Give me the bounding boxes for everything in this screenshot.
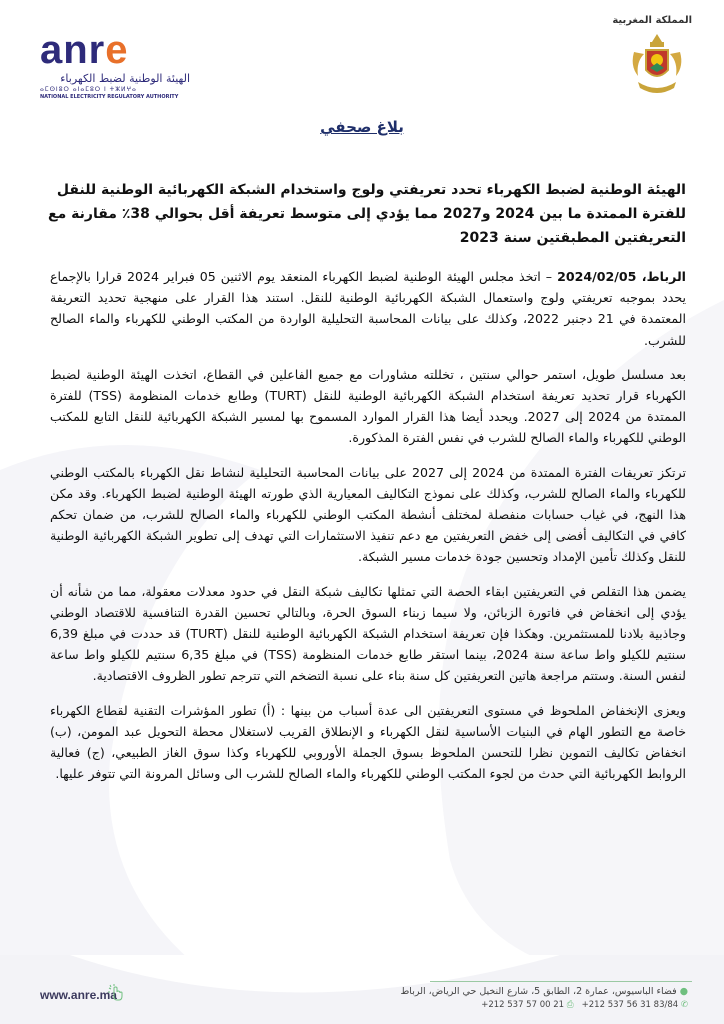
footer-phones xyxy=(481,1000,688,1010)
document-body xyxy=(50,266,686,797)
click-hand-icon xyxy=(106,984,124,1002)
logo-wordmark-accent: e xyxy=(105,28,129,72)
paragraph: ويعزى الإنخفاض الملحوظ في مستوى التعريفتين الى عدة أسباب من بينها : (أ) تطور المؤشرات التقنية لقطاع الكهرباء خاصة مع التطور الهام في البنيات الأساسية لنقل الكهرباء و الإنطلاق القريب لاستغلال محطة التحويل عبد المومن، (ب) انخفاض تكاليف التموين نظرا للتحسن الملحوظ بسوق الجملة الأوروبي للكهرباء وكذا سوق الغاز الطبيعي، (ج) فعالية الروابط الكهربائية التي حدث من لجوء المكتب الوطني للكهرباء والماء الصالح للشرب الى وسائل المرونة التي تتوفر عليها. xyxy=(50,702,686,782)
footer-address xyxy=(401,986,688,997)
kingdom-label: المملكة المغربية xyxy=(612,15,692,26)
website-link[interactable]: www.anre.ma xyxy=(40,988,117,1002)
logo-wordmark xyxy=(40,30,190,70)
document-title: بلاغ صحفي xyxy=(320,118,404,136)
anre-logo xyxy=(40,30,190,100)
address-text: فضاء الباسيوس، عمارة 2، الطابق 5، شارع النخيل حي الرياض، الرباط xyxy=(400,986,677,997)
logo-wordmark-main: anr xyxy=(40,28,106,72)
paragraph: ترتكز تعريفات الفترة الممتدة من 2024 إلى 2027 على بيانات المحاسبة التحليلية لنشاط نقل الكهرباء بالمكتب الوطني للكهرباء والماء الصالح للشرب، وكذلك على نموذج التكاليف المعيارية الذي طورته الهيئة الوطنية لضبط الكهرباء. وقد مكن هذا النهج، في غياب حسابات منفصلة لمختلف أنشطة المكتب الوطني للكهرباء والماء الصالح للشرب، من ضمان تحكم كافي في التكاليف أفضى إلى خفض التعريفتين مع دعم تنفيذ الاستثمارات التي تهدف إلى تطوير الشبكة الكهربائية الوطنية للنقل وكذلك تأمين الإمداد وتحسين جودة خدمات مسير الشبكة. xyxy=(50,464,686,565)
coat-of-arms-icon xyxy=(628,32,686,98)
location-pin-icon: ● xyxy=(679,986,688,997)
logo-english-name: NATIONAL ELECTRICITY REGULATORY AUTHORITY xyxy=(40,94,179,100)
document-headline: الهيئة الوطنية لضبط الكهرباء تحدد تعريفتي ولوج واستخدام الشبكة الكهربائية الوطنية للنقل للفترة الممتدة ما بين 2024 و2027 مما يؤدي إلى متوسط تعريفة أقل بحوالي 38٪ مقارنة مع التعريفتين المطبقتين سنة 2023 xyxy=(48,182,686,246)
paragraph xyxy=(50,266,686,351)
fax-icon: ⎙ xyxy=(566,1000,574,1010)
phone-icon: ✆ xyxy=(680,1000,688,1010)
footer-divider xyxy=(430,981,692,982)
logo-tifinagh-name: ⴰⵎⵙⵏⵓⵔ ⴰⵏⴰⵎⵓⵔ ⵏ ⵜⵣⵍⵖⴰ xyxy=(40,86,137,93)
dateline: الرباط، 2024/02/05 xyxy=(557,269,686,284)
paragraph: يضمن هذا التقلص في التعريفتين ابقاء الحصة التي تمثلها تكاليف شبكة النقل في حدود معدلات معقولة، مما من شأنه أن يؤدي إلى انخفاض في فاتورة الزبائن، ولا سيما زبناء السوق الحرة، وبالتالي تحسين القدرة التنافسية للاقتصاد الوطني وجاذبية بلادنا للمستثمرين. وهكذا فإن تعريفة استخدام الشبكة الكهربائية الوطنية للنقل (TURT) قد حددت في مبلغ 6,39 سنتيم للكيلو واط ساعة سنة 2024، بينما استقر طابع خدمات المنظومة (TSS) في مبلغ 6,35 سنتيم للكيلو واط ساعة لنفس السنة. وستتم مراجعة هاتين التعريفتين كل سنة بناء على نسبة التضخم التي تترجم تطور الظروف الاقتصادية. xyxy=(50,583,687,684)
paragraph: بعد مسلسل طويل، استمر حوالي سنتين ، تخللته مشاورات مع جميع الفاعلين في القطاع، اتخذت الهيئة الوطنية لضبط الكهرباء قرار تحديد تعريفة استخدام الشبكة الكهربائية الوطنية للنقل (TURT) وطابع خدمات المنظومة (TSS) للفترة الممتدة من 2024 إلى 2027. ويحدد أيضا هذا القرار الموارد المسموح بها لمسير الشبكة الكهربائية للنقل التابع للمكتب الوطني للكهرباء والماء الصالح للشرب في نفس الفترة المذكورة. xyxy=(50,366,686,446)
paragraph-text: – اتخذ مجلس الهيئة الوطنية لضبط الكهرباء المنعقد يوم الاثنين 05 فبراير 2024 قرارا بالإجماع يحدد بموجبه تعريفتي ولوج واستعمال الشبكة الكهربائية الوطنية للنقل. استند هذا القرار على منهجية تحديد التعريفة المعتمدة في 21 دجنبر 2022، وكذلك على بيانات المحاسبة التحليلية الواردة من المكتب الوطني للكهرباء والماء الصالح للشرب. xyxy=(50,269,686,348)
logo-arabic-name: الهيئة الوطنية لضبط الكهرباء xyxy=(60,72,190,85)
phone-number: +212 537 56 31 83/84 xyxy=(581,1000,679,1010)
fax-number: +212 537 57 00 21 xyxy=(481,1000,565,1010)
